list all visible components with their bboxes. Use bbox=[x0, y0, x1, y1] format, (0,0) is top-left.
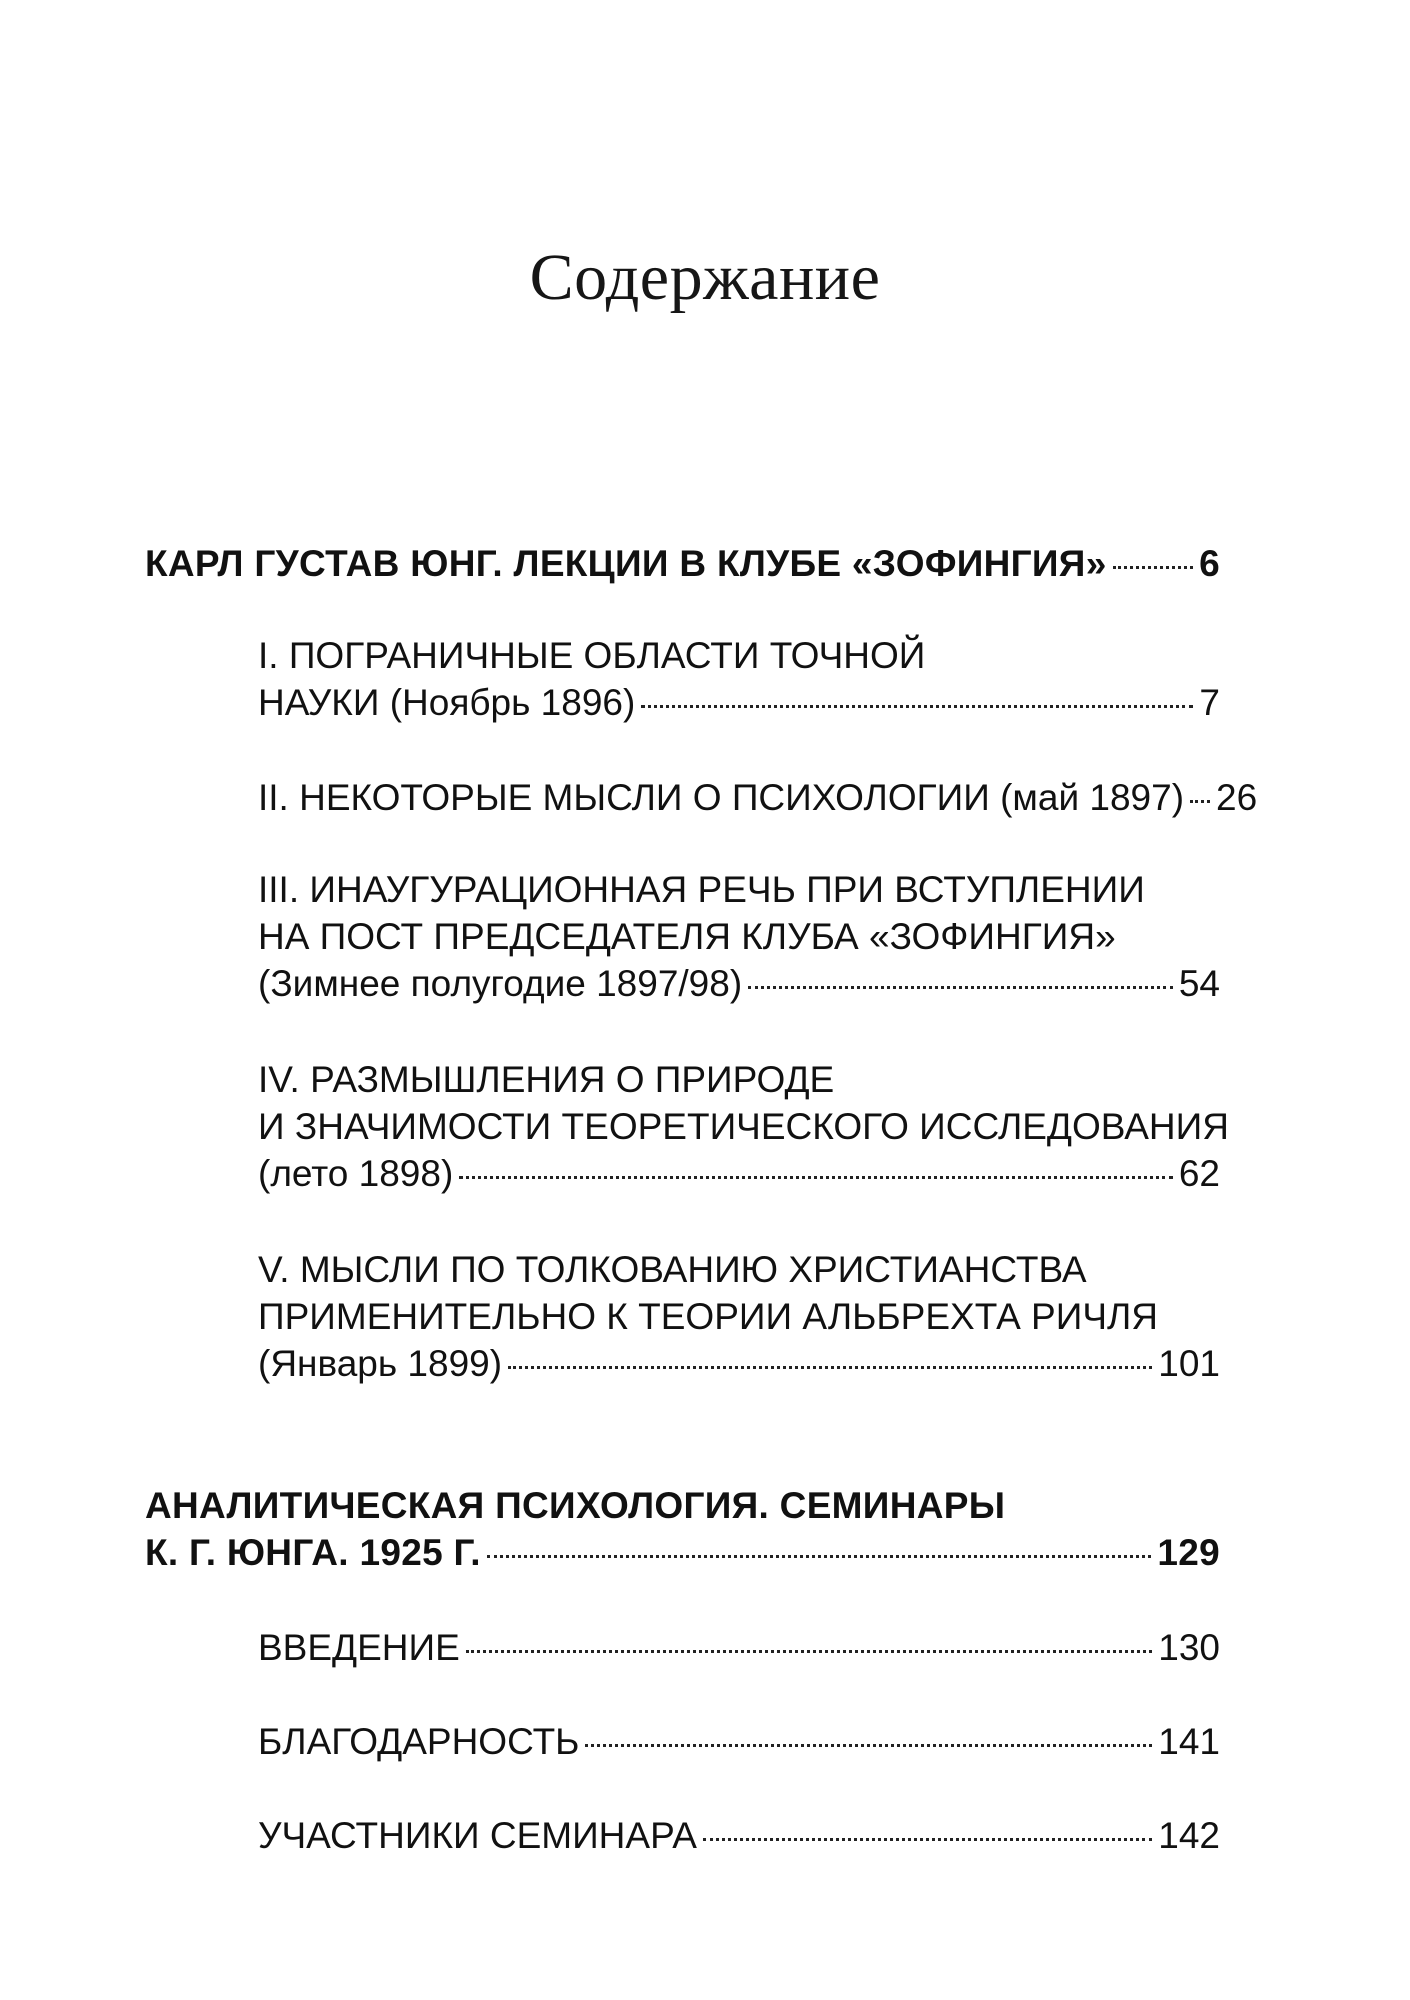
dot-leader bbox=[748, 986, 1173, 989]
toc-page-number: 130 bbox=[1158, 1627, 1220, 1668]
toc-page-number: 101 bbox=[1158, 1343, 1220, 1384]
dot-leader bbox=[508, 1366, 1152, 1369]
toc-entry-title-line: И ЗНАЧИМОСТИ ТЕОРЕТИЧЕСКОГО ИССЛЕДОВАНИЯ bbox=[258, 1106, 1229, 1147]
toc-line bbox=[145, 540, 1220, 587]
toc-line bbox=[145, 1529, 1220, 1576]
toc-line bbox=[258, 1812, 1220, 1859]
toc-entry-title: (Зимнее полугодие 1897/98) bbox=[258, 963, 743, 1004]
dot-leader bbox=[1190, 800, 1210, 803]
page-title: Содержание bbox=[529, 241, 881, 314]
toc-line bbox=[258, 1340, 1220, 1387]
toc-entry-title: (Январь 1899) bbox=[258, 1343, 503, 1384]
toc-entry-title: КАРЛ ГУСТАВ ЮНГ. ЛЕКЦИИ В КЛУБЕ «ЗОФИНГИЯ» bbox=[145, 543, 1107, 584]
dot-leader bbox=[459, 1176, 1173, 1179]
toc-entry-title: (лето 1898) bbox=[258, 1153, 454, 1194]
toc-entry-title-line: V. МЫСЛИ ПО ТОЛКОВАНИЮ ХРИСТИАНСТВА bbox=[258, 1249, 1087, 1290]
toc-part-heading[interactable] bbox=[145, 540, 1220, 587]
toc-page-number: 54 bbox=[1178, 963, 1220, 1004]
toc-line bbox=[258, 1150, 1220, 1197]
toc-entry-title-line: I. ПОГРАНИЧНЫЕ ОБЛАСТИ ТОЧНОЙ bbox=[258, 635, 926, 676]
toc-entry-title: II. НЕКОТОРЫЕ МЫСЛИ О ПСИХОЛОГИИ (май 1897) bbox=[258, 777, 1185, 818]
toc-line bbox=[258, 960, 1220, 1007]
toc-page-number: 62 bbox=[1178, 1153, 1220, 1194]
toc-page-number: 141 bbox=[1158, 1721, 1220, 1762]
toc-page-number: 129 bbox=[1157, 1532, 1220, 1573]
toc-entry[interactable] bbox=[258, 1624, 1220, 1671]
toc-page-number: 26 bbox=[1216, 777, 1258, 818]
toc-part-heading[interactable] bbox=[145, 1482, 1220, 1576]
dot-leader bbox=[1113, 566, 1194, 569]
toc-line bbox=[258, 1718, 1220, 1765]
dot-leader bbox=[585, 1744, 1152, 1747]
toc-entry[interactable] bbox=[258, 1812, 1220, 1859]
toc-entry-title-line: ПРИМЕНИТЕЛЬНО К ТЕОРИИ АЛЬБРЕХТА РИЧЛЯ bbox=[258, 1296, 1158, 1337]
toc-entry[interactable] bbox=[258, 866, 1220, 1007]
toc-entry-title-line: НА ПОСТ ПРЕДСЕДАТЕЛЯ КЛУБА «ЗОФИНГИЯ» bbox=[258, 916, 1116, 957]
toc-page-number: 142 bbox=[1158, 1815, 1220, 1856]
toc-entry[interactable] bbox=[258, 774, 1258, 821]
toc-entry[interactable] bbox=[258, 632, 1220, 726]
toc-entry-title: НАУКИ (Ноябрь 1896) bbox=[258, 682, 636, 723]
toc-entry-title-line: АНАЛИТИЧЕСКАЯ ПСИХОЛОГИЯ. СЕМИНАРЫ bbox=[145, 1485, 1006, 1526]
toc-entry-title: БЛАГОДАРНОСТЬ bbox=[258, 1721, 580, 1762]
toc-page-number: 7 bbox=[1199, 682, 1220, 723]
toc-entry-title-line: III. ИНАУГУРАЦИОННАЯ РЕЧЬ ПРИ ВСТУПЛЕНИИ bbox=[258, 869, 1145, 910]
toc-entry-title: УЧАСТНИКИ СЕМИНАРА bbox=[258, 1815, 697, 1856]
toc-page-number: 6 bbox=[1199, 543, 1220, 584]
toc-line bbox=[258, 1624, 1220, 1671]
toc-line bbox=[258, 774, 1258, 821]
dot-leader bbox=[641, 705, 1193, 708]
dot-leader bbox=[487, 1555, 1152, 1558]
toc-line bbox=[258, 679, 1220, 726]
toc-entry[interactable] bbox=[258, 1718, 1220, 1765]
toc-entry-title-line: IV. РАЗМЫШЛЕНИЯ О ПРИРОДЕ bbox=[258, 1059, 835, 1100]
dot-leader bbox=[466, 1650, 1153, 1653]
toc-entry-title: К. Г. ЮНГА. 1925 Г. bbox=[145, 1532, 481, 1573]
toc-entry[interactable] bbox=[258, 1056, 1229, 1197]
toc-entry-title: ВВЕДЕНИЕ bbox=[258, 1627, 460, 1668]
dot-leader bbox=[703, 1838, 1152, 1841]
toc-entry[interactable] bbox=[258, 1246, 1220, 1387]
